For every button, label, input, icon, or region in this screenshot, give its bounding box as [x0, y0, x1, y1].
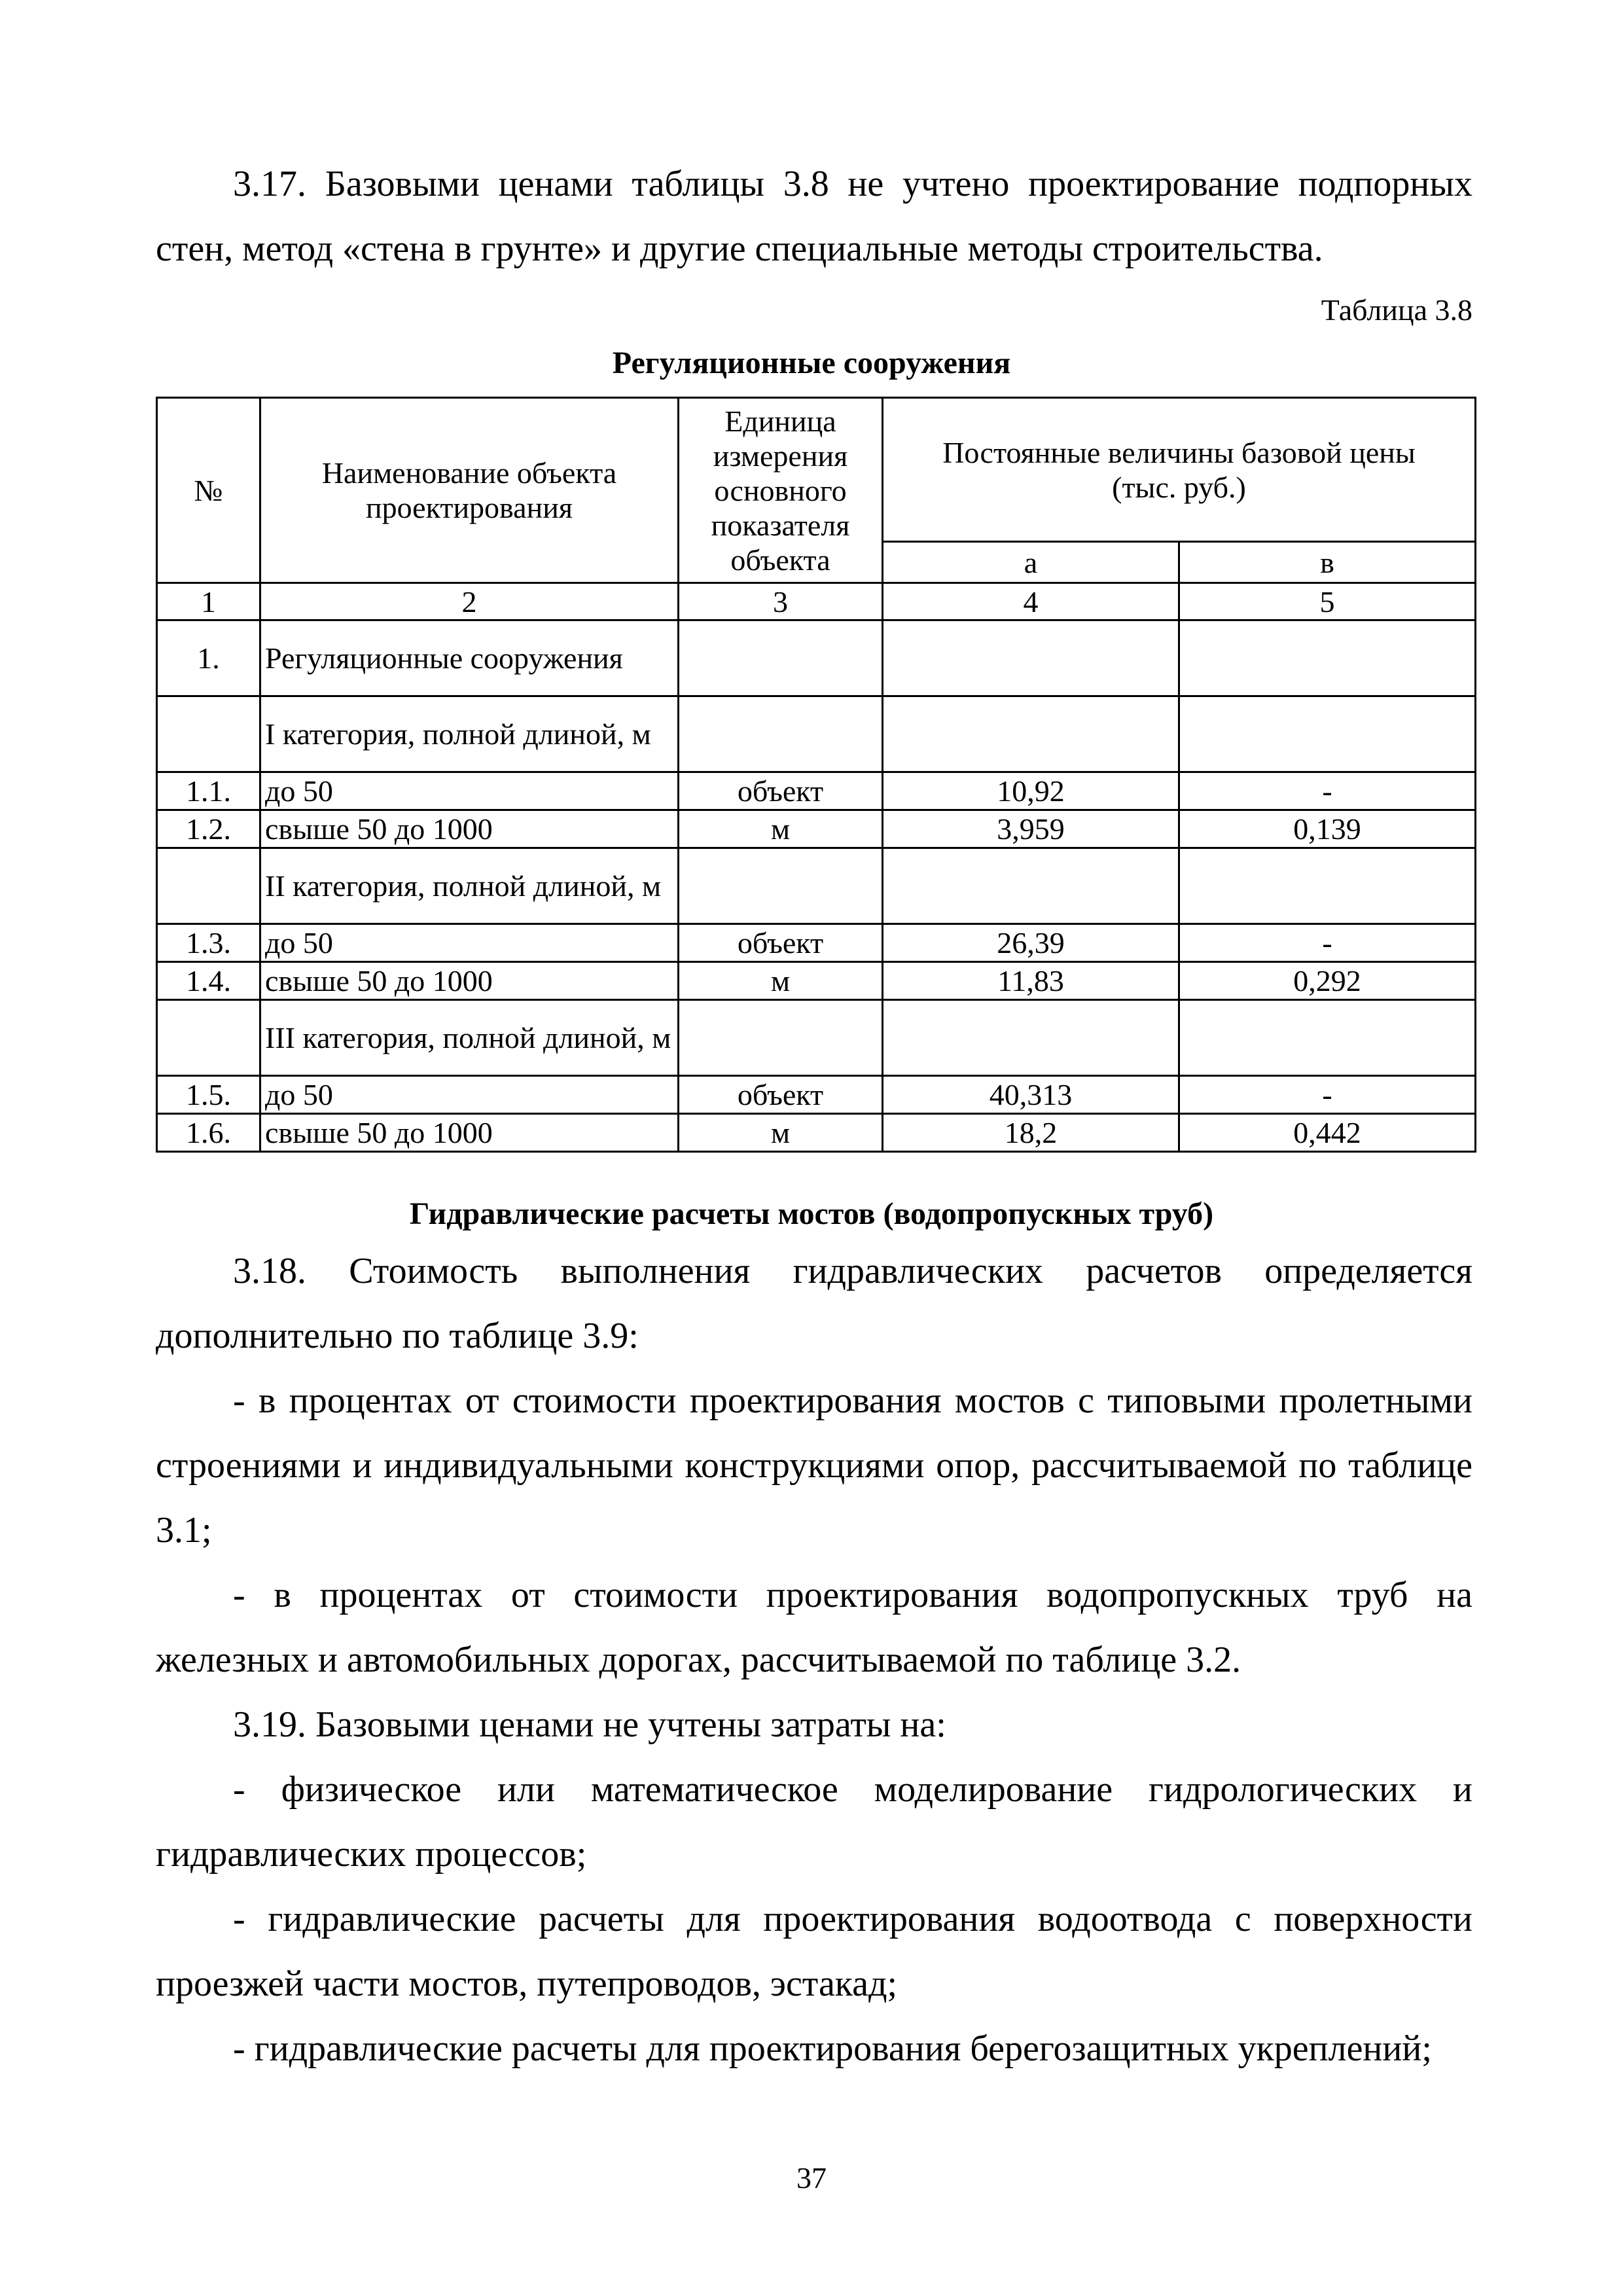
row-unit: м	[679, 962, 883, 1000]
row-value-a	[883, 620, 1179, 696]
row-number: 1.4.	[157, 962, 260, 1000]
table-row	[157, 696, 1476, 772]
row-object-name: до 50	[260, 924, 679, 962]
header-unit: Единица измерения основного показателя объекта	[679, 398, 883, 583]
column-number-1: 1	[157, 583, 260, 620]
section-heading: Гидравлические расчеты мостов (водопропускных труб)	[409, 1196, 1214, 1231]
bullet-culverts: - в процентах от стоимости проектирования водопропускных труб на железных и автомобильных дорогах, рассчитываемой по таблице 3.2.	[156, 1575, 1472, 1680]
row-object-name: II категория, полной длиной, м	[260, 848, 679, 924]
bullet-bridges: - в процентах от стоимости проектирования мостов с типовыми пролетными строениями и индивидуальными конструкциями опор, рассчитываемой по таблице 3.1;	[156, 1380, 1472, 1551]
table-row	[157, 848, 1476, 924]
column-number-4: 4	[883, 583, 1179, 620]
paragraph-3-18: 3.18. Стоимость выполнения гидравлических расчетов определяется дополнительно по таблице 3.9:	[156, 1251, 1472, 1356]
column-number-3: 3	[679, 583, 883, 620]
row-object-name: свыше 50 до 1000	[260, 962, 679, 1000]
intro-section	[156, 152, 1472, 281]
row-number: 1.6.	[157, 1114, 260, 1152]
table-row	[157, 1076, 1476, 1114]
row-unit: объект	[679, 924, 883, 962]
row-value-a: 26,39	[883, 924, 1179, 962]
row-unit: объект	[679, 772, 883, 810]
row-object-name: до 50	[260, 772, 679, 810]
table-row	[157, 962, 1476, 1000]
table-label: Таблица 3.8	[1321, 293, 1472, 327]
row-object-name: III категория, полной длиной, м	[260, 1000, 679, 1076]
row-number: 1.	[157, 620, 260, 696]
column-number-5: 5	[1179, 583, 1476, 620]
table-row	[157, 1114, 1476, 1152]
row-value-b	[1179, 1000, 1476, 1076]
row-unit	[679, 696, 883, 772]
row-value-b: 0,442	[1179, 1114, 1476, 1152]
table-row	[157, 1000, 1476, 1076]
row-number	[157, 1000, 260, 1076]
header-base-price: Постоянные величины базовой цены (тыс. руб.)	[883, 398, 1476, 542]
row-number: 1.3.	[157, 924, 260, 962]
table-row	[157, 620, 1476, 696]
column-number-2: 2	[260, 583, 679, 620]
row-value-a: 10,92	[883, 772, 1179, 810]
row-number: 1.5.	[157, 1076, 260, 1114]
bullet-bank-protection: - гидравлические расчеты для проектирования берегозащитных укреплений;	[233, 2028, 1432, 2069]
bullet-drainage: - гидравлические расчеты для проектирования водоотвода с поверхности проезжей части мостов, путепроводов, эстакад;	[156, 1899, 1472, 2004]
column-number-row	[157, 583, 1476, 620]
row-value-b	[1179, 696, 1476, 772]
page-number: 37	[796, 2161, 827, 2195]
header-col-b: в	[1179, 542, 1476, 583]
row-object-name: до 50	[260, 1076, 679, 1114]
row-object-name: свыше 50 до 1000	[260, 1114, 679, 1152]
row-value-b	[1179, 620, 1476, 696]
regulation-structures-table	[156, 397, 1476, 1153]
row-value-a	[883, 1000, 1179, 1076]
table-header-row	[157, 398, 1476, 542]
header-col-a: а	[883, 542, 1179, 583]
table-row	[157, 772, 1476, 810]
table-title: Регуляционные сооружения	[612, 346, 1011, 380]
row-number: 1.2.	[157, 810, 260, 848]
row-value-a	[883, 696, 1179, 772]
row-number: 1.1.	[157, 772, 260, 810]
row-number	[157, 848, 260, 924]
row-value-b: 0,292	[1179, 962, 1476, 1000]
row-unit	[679, 1000, 883, 1076]
row-value-a	[883, 848, 1179, 924]
row-unit	[679, 848, 883, 924]
paragraph-3-19: 3.19. Базовыми ценами не учтены затраты на:	[233, 1704, 946, 1745]
row-value-a: 40,313	[883, 1076, 1179, 1114]
header-number: №	[157, 398, 260, 583]
paragraph-3-17: 3.17. Базовыми ценами таблицы 3.8 не учтено проектирование подпорных стен, метод «стена в грунте» и другие специальные методы строительства.	[156, 164, 1472, 269]
row-object-name: свыше 50 до 1000	[260, 810, 679, 848]
row-value-a: 18,2	[883, 1114, 1179, 1152]
row-value-b: -	[1179, 924, 1476, 962]
table-row	[157, 810, 1476, 848]
row-value-b: 0,139	[1179, 810, 1476, 848]
row-value-a: 3,959	[883, 810, 1179, 848]
hydraulic-section	[156, 1239, 1472, 2081]
table-row	[157, 924, 1476, 962]
row-value-a: 11,83	[883, 962, 1179, 1000]
row-number	[157, 696, 260, 772]
row-object-name: Регуляционные сооружения	[260, 620, 679, 696]
row-unit	[679, 620, 883, 696]
row-unit: объект	[679, 1076, 883, 1114]
row-unit: м	[679, 1114, 883, 1152]
row-value-b: -	[1179, 1076, 1476, 1114]
header-object-name: Наименование объекта проектирования	[260, 398, 679, 583]
bullet-modeling: - физическое или математическое моделирование гидрологических и гидравлических процессов;	[156, 1769, 1472, 1874]
row-value-b: -	[1179, 772, 1476, 810]
row-object-name: I категория, полной длиной, м	[260, 696, 679, 772]
row-value-b	[1179, 848, 1476, 924]
row-unit: м	[679, 810, 883, 848]
